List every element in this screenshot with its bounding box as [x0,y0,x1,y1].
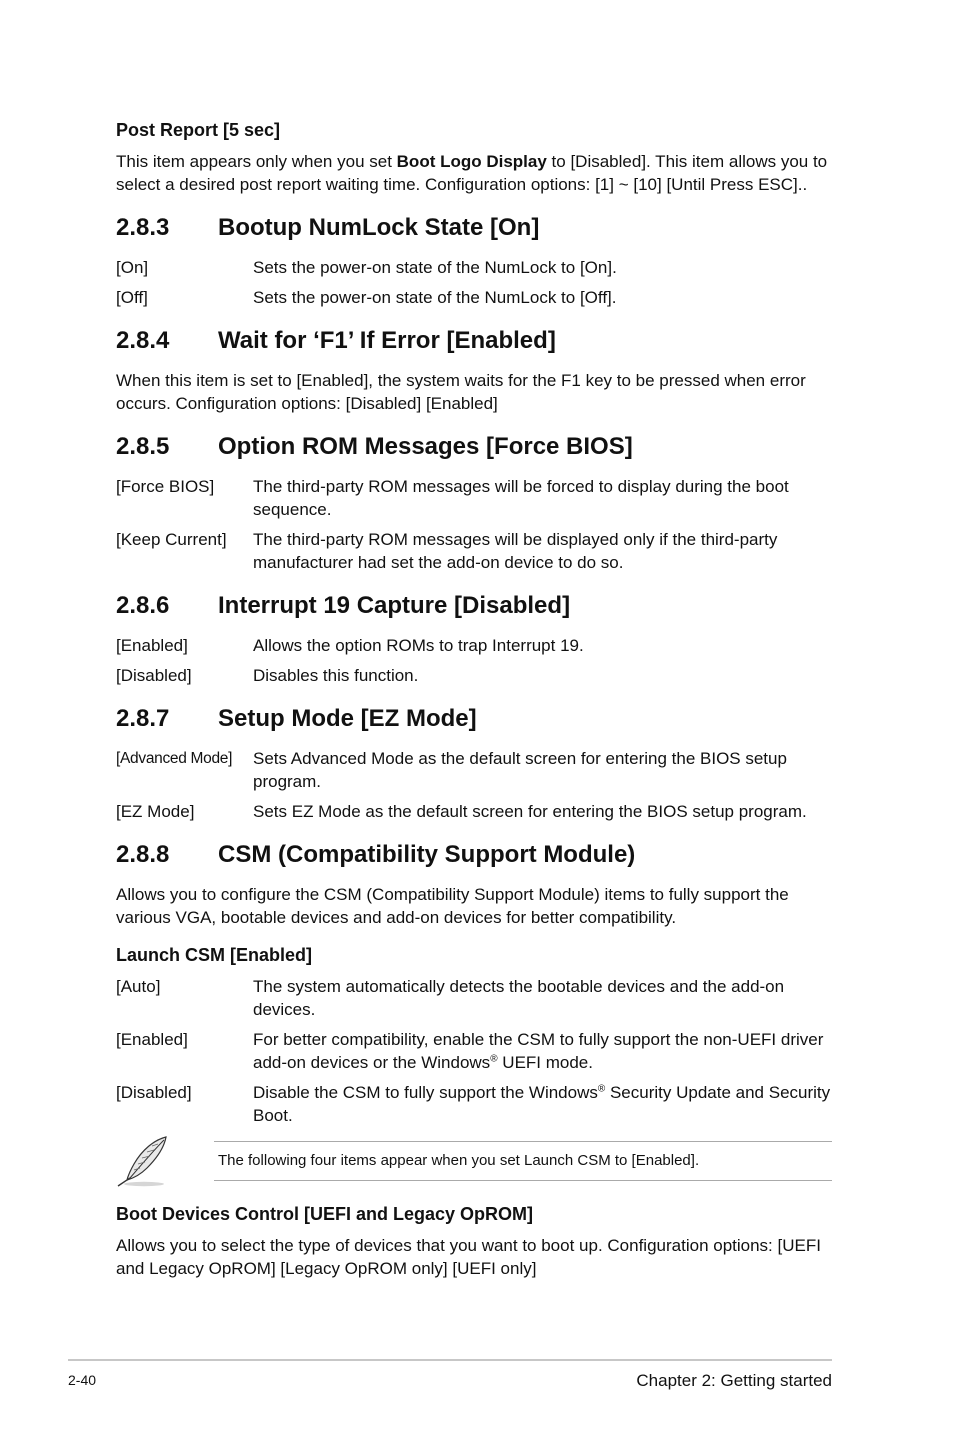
registered-mark: ® [597,1083,606,1095]
chapter-title: Chapter 2: Getting started [636,1371,832,1390]
section-heading-283 [116,213,832,243]
section-number: 2.8.4 [116,327,170,354]
option-key: [Enabled] [116,636,188,655]
boot-logo-display-term: Boot Logo Display [396,152,547,171]
option-desc: Disables this function. [253,666,419,685]
option-desc: Sets the power-on state of the NumLock to [On]. [253,258,617,277]
section-number: 2.8.7 [116,705,170,732]
option-desc: Sets EZ Mode as the default screen for entering the BIOS setup program. [253,802,807,821]
option-row [116,475,832,521]
option-desc-post: Security Update and Security Boot. [253,1083,831,1125]
option-row [116,800,832,823]
option-row [116,1081,832,1127]
boot-devices-text: Allows you to select the type of devices that you want to boot up. Configuration options: [UEFI and Legacy OpROM] [Legacy OpROM only] [UEFI only] [116,1236,821,1278]
post-report-text-post: to [Disabled]. This item allows you to select a desired post report waiting time. Configuration options: [1] ~ [10] [Until Press ESC].. [116,152,828,194]
section-title: Bootup NumLock State [On] [218,214,540,241]
option-desc-pre: Disable the CSM to fully support the Windows [253,1083,598,1102]
option-key: [Auto] [116,977,161,996]
section-title: Interrupt 19 Capture [Disabled] [218,592,571,619]
option-key: [Disabled] [116,1083,192,1102]
section-text: Allows you to configure the CSM (Compatibility Support Module) items to fully support the various VGA, bootable devices and add-on devices for better compatibility. [116,885,789,927]
registered-mark: ® [490,1053,498,1065]
option-key: [Keep Current] [116,530,227,549]
feather-pen-icon [114,1134,214,1188]
option-key: [Advanced Mode] [116,750,233,767]
page-footer [68,1359,832,1390]
page-number: 2-40 [68,1372,97,1388]
option-row [116,256,832,279]
section-number: 2.8.8 [116,841,170,868]
post-report-heading: Post Report [5 sec] [116,120,281,140]
post-report-text-pre: This item appears only when you set [116,152,397,171]
option-key: [Off] [116,288,148,307]
option-desc: The third-party ROM messages will be forced to display during the boot sequence. [253,477,789,519]
section-text: When this item is set to [Enabled], the system waits for the F1 key to be pressed when error occurs. Configuration options: [Disabled] [Enabled] [116,371,806,413]
option-row [116,1028,832,1074]
option-row [116,975,832,1021]
option-row [116,528,832,574]
option-row [116,634,832,657]
section-number: 2.8.3 [116,214,170,241]
option-desc: Sets Advanced Mode as the default screen for entering the BIOS setup program. [253,749,787,791]
option-row [116,664,832,687]
section-heading-285 [116,432,832,462]
option-desc: Allows the option ROMs to trap Interrupt 19. [253,636,584,655]
option-key: [Enabled] [116,1030,188,1049]
section-heading-286 [116,591,832,621]
option-desc-post: UEFI mode. [497,1053,593,1072]
option-desc [253,1081,832,1127]
section-number: 2.8.5 [116,433,170,460]
note-text: The following four items appear when you set Launch CSM to [Enabled]. [214,1141,832,1181]
option-desc: The third-party ROM messages will be displayed only if the third-party manufacturer had set the add-on device to do so. [253,530,778,572]
option-row [116,286,832,309]
option-row [116,747,832,793]
option-key: [EZ Mode] [116,802,195,821]
option-desc [253,1028,832,1074]
section-heading-287 [116,704,832,734]
section-title: Wait for ‘F1’ If Error [Enabled] [218,327,556,354]
section-title: CSM (Compatibility Support Module) [218,841,636,868]
section-number: 2.8.6 [116,592,170,619]
option-key: [On] [116,258,149,277]
note-box [116,1134,832,1188]
page-content [116,118,832,1280]
option-desc: Sets the power-on state of the NumLock to [Off]. [253,288,617,307]
option-key: [Disabled] [116,666,192,685]
section-heading-288 [116,840,832,870]
option-desc: The system automatically detects the bootable devices and the add-on devices. [253,977,785,1019]
post-report-text [116,150,832,196]
boot-devices-heading: Boot Devices Control [UEFI and Legacy OpROM] [116,1204,534,1224]
section-heading-284 [116,326,832,356]
section-title: Setup Mode [EZ Mode] [218,705,477,732]
launch-csm-heading: Launch CSM [Enabled] [116,945,313,965]
section-title: Option ROM Messages [Force BIOS] [218,433,633,460]
option-desc-pre: For better compatibility, enable the CSM to fully support the non-UEFI driver add-on devices or the Windows [253,1030,824,1072]
option-key: [Force BIOS] [116,477,215,496]
